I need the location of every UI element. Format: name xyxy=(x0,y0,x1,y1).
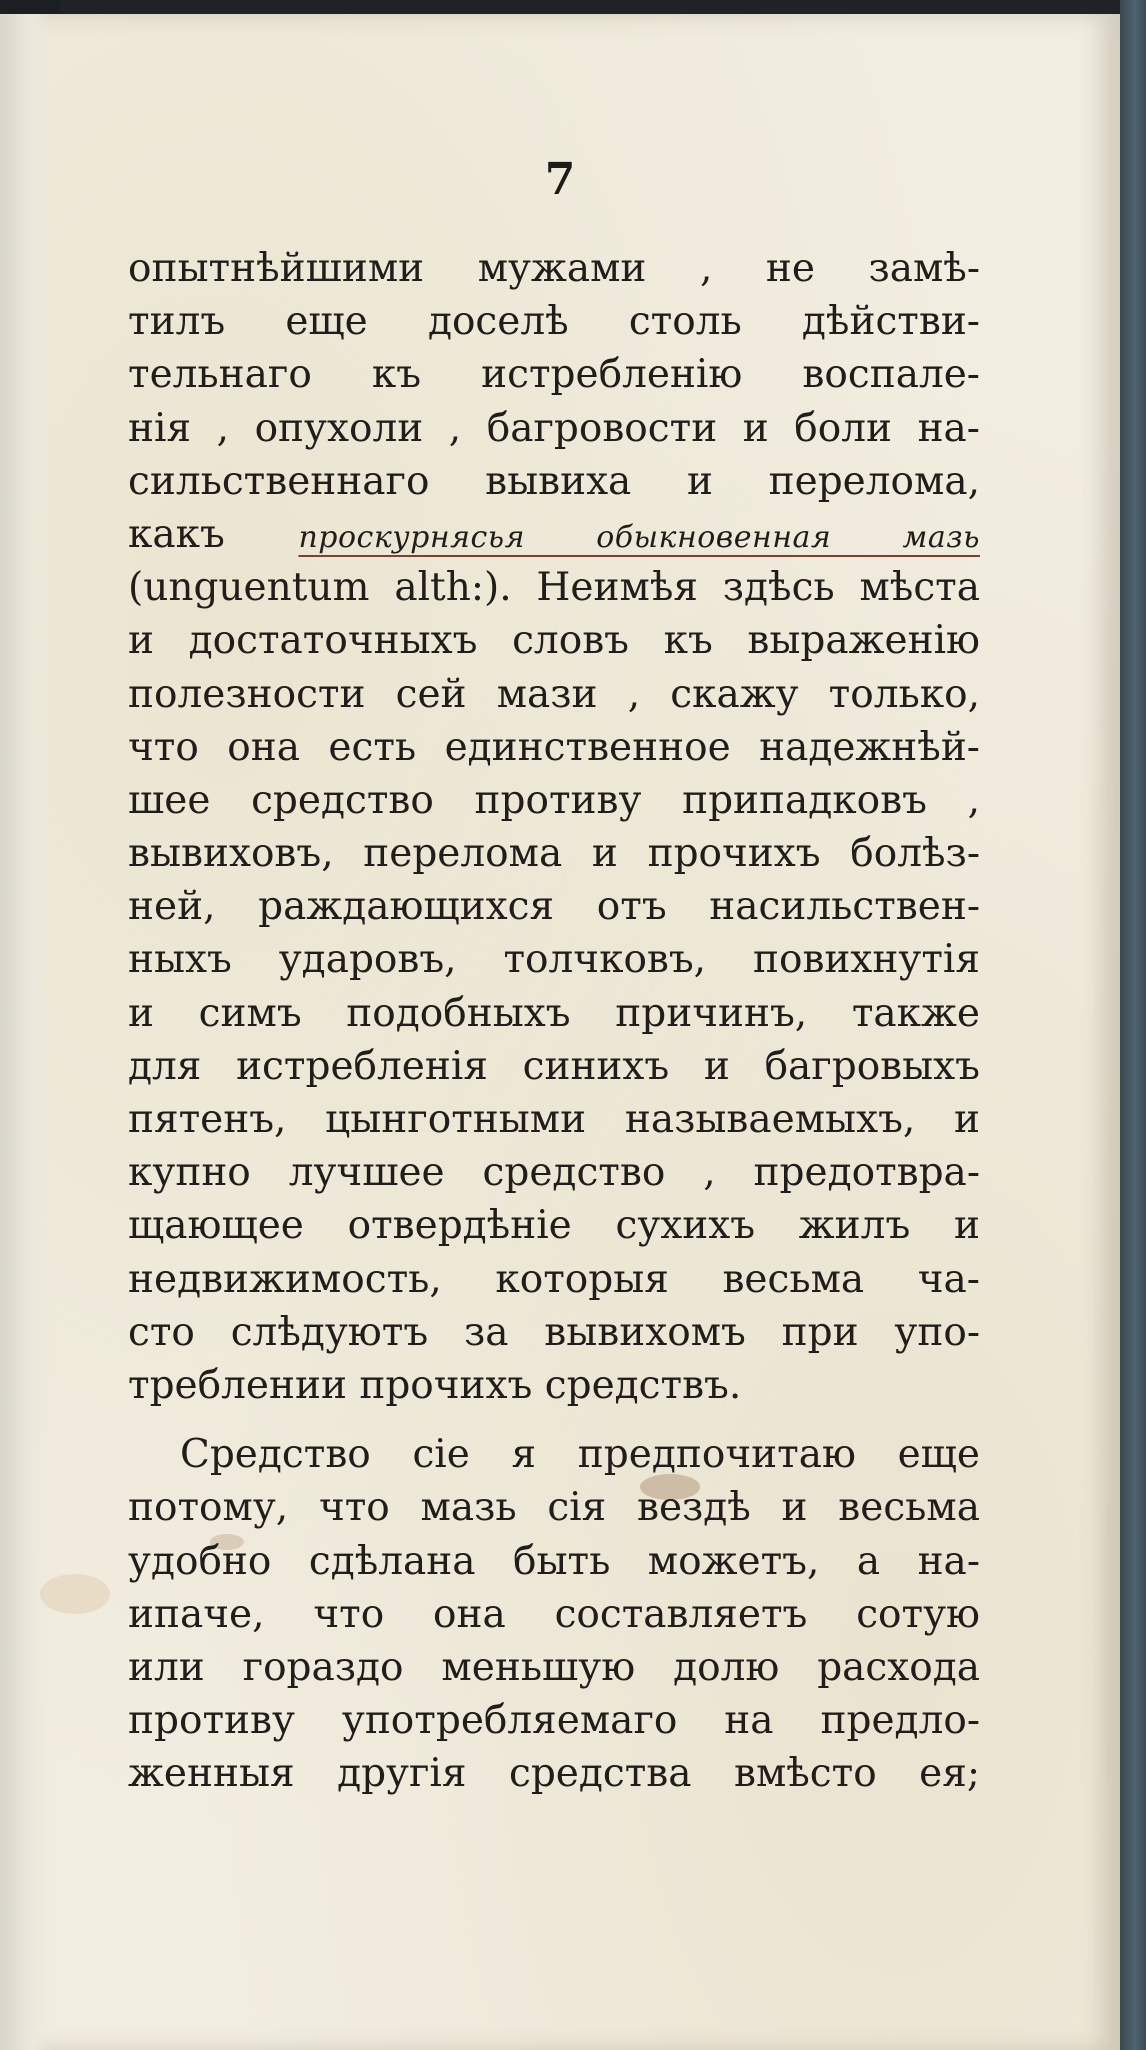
text-line: противу употребляемаго на предло- xyxy=(128,1698,980,1744)
text-line-with-insert xyxy=(128,508,980,561)
text-line: тельнаго къ истребленію воспале- xyxy=(128,352,980,398)
text-line: пятенъ, цынготными называемыхъ, и xyxy=(128,1097,980,1142)
text-line: и достаточныхъ словъ къ выраженію xyxy=(128,618,980,664)
book-page xyxy=(0,14,1120,2050)
paragraph xyxy=(128,242,980,1412)
text-line: тилъ еще доселѣ столь дѣйстви- xyxy=(128,299,980,345)
body-text xyxy=(128,242,980,1800)
text-line: нія , опухоли , багровости и боли на- xyxy=(128,405,980,451)
text-line: или гораздо меньшую долю расхода xyxy=(128,1644,980,1690)
text-line: треблении прочихъ средствъ. xyxy=(128,1362,742,1408)
text-line: опытнѣйшими мужами , не замѣ- xyxy=(128,246,980,291)
text-line: и симъ подобныхъ причинъ, также xyxy=(128,990,980,1036)
text-line: ныхъ ударовъ, толчковъ, повихнутія xyxy=(128,937,980,983)
text-line: сильственнаго вывиха и перелома, xyxy=(128,458,980,504)
scan-border-right xyxy=(1120,0,1146,2050)
text-line: (unguentum alth:). Неимѣя здѣсь мѣста xyxy=(128,565,980,611)
text-line: полезности сей мази , скажу только, xyxy=(128,671,980,717)
page-number: 7 xyxy=(544,154,576,205)
text-line: вывиховъ, перелома и прочихъ болѣз- xyxy=(128,831,980,877)
text-line: купно лучшее средство , предотвра- xyxy=(128,1150,980,1196)
text-line: что она есть единственное надежнѣй- xyxy=(128,724,980,770)
page-gutter xyxy=(0,14,52,2050)
text-fragment: какъ xyxy=(128,511,225,557)
text-line: ней, раждающихся отъ насильствен- xyxy=(128,884,980,930)
scan-border-top xyxy=(60,0,1146,14)
ink-stain xyxy=(40,1574,110,1614)
text-line: сто слѣдуютъ за вывихомъ при упо- xyxy=(128,1309,980,1355)
paragraph xyxy=(128,1428,980,1800)
text-line: Средство сіе я предпочитаю еще xyxy=(180,1432,980,1478)
text-line: женныя другія средства вмѣсто ея; xyxy=(128,1751,980,1797)
text-line: ипаче, что она составляетъ сотую xyxy=(128,1591,980,1637)
text-line: недвижимость, которыя весьма ча- xyxy=(128,1256,980,1302)
text-line: щающее отвердѣніе сухихъ жилъ и xyxy=(128,1203,980,1249)
text-line: потому, что мазь сія вездѣ и весьма xyxy=(128,1485,980,1531)
handwritten-insert: проскурнясья обыкновенная мазь xyxy=(298,519,980,555)
text-line: для истребленія синихъ и багровыхъ xyxy=(128,1043,980,1089)
text-line: шее средство противу припадковъ , xyxy=(128,777,980,823)
text-line: удобно сдѣлана быть можетъ, а на- xyxy=(128,1538,980,1584)
